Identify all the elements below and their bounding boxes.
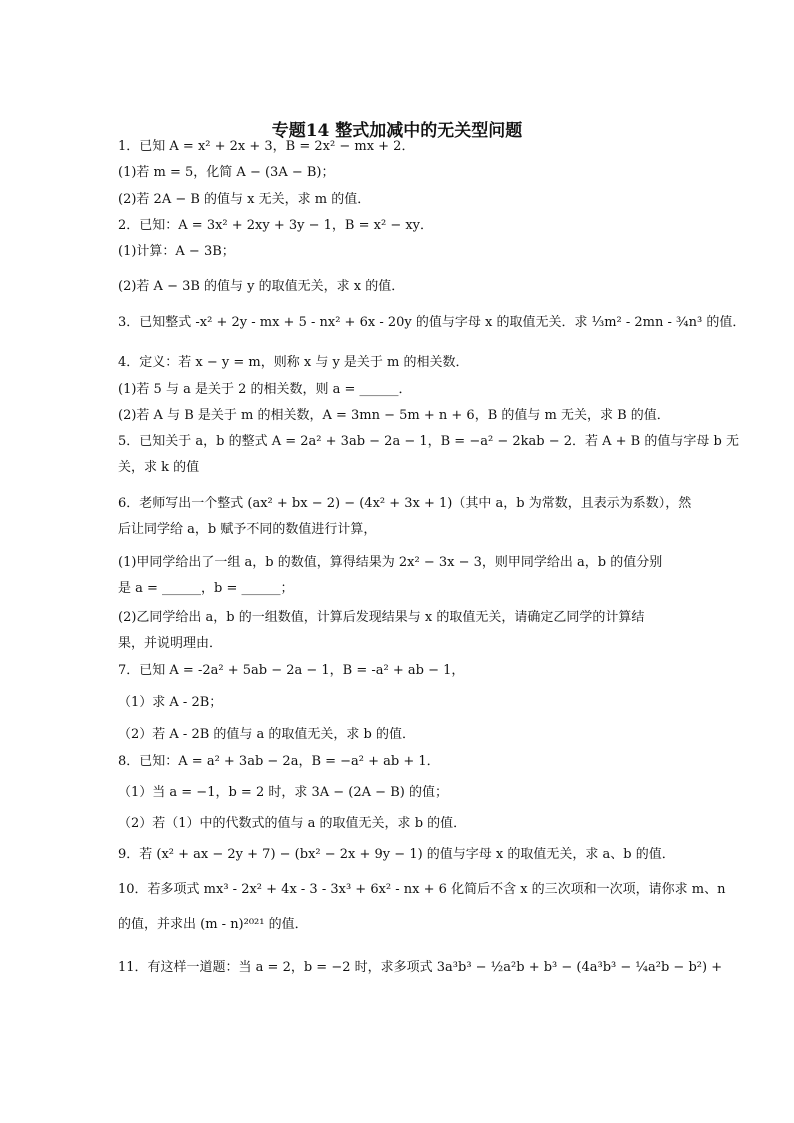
problem-1-part-2: (2)若 2A − B 的值与 x 无关，求 m 的值．: [118, 192, 371, 207]
problem-2-stem: 2．已知：A = 3x² + 2xy + 3y − 1，B = x² − xy．: [118, 218, 434, 233]
problem-7-part-1: （1）求 A - 2B；: [118, 695, 223, 710]
problem-6-part-1-cont: 是 a = ______，b = ______；: [118, 581, 294, 596]
problem-8-part-2: （2）若（1）中的代数式的值与 a 的取值无关，求 b 的值．: [118, 816, 467, 831]
problem-1-part-1: (1)若 m = 5，化简 A − (3A − B)；: [118, 165, 335, 180]
problem-9-stem: 9．若 (x² + ax − 2y + 7) − (bx² − 2x + 9y − 1) 的值与字母 x 的取值无关，求 a、b 的值．: [118, 847, 675, 862]
problem-2-part-2: (2)若 A − 3B 的值与 y 的取值无关，求 x 的值．: [118, 279, 405, 294]
problem-8-part-1: （1）当 a = −1，b = 2 时，求 3A − (2A − B) 的值；: [118, 785, 448, 800]
problem-4-part-2: (2)若 A 与 B 是关于 m 的相关数，A = 3mn − 5m + n + 6，B 的值与 m 无关，求 B 的值．: [118, 408, 670, 423]
problem-11-stem: 11．有这样一道题：当 a = 2，b = −2 时，求多项式 3a³b³ − ½a²b + b³ − (4a³b³ − ¼a²b − b²) +: [118, 960, 723, 975]
problem-4-stem: 4．定义：若 x − y = m，则称 x 与 y 是关于 m 的相关数．: [118, 355, 469, 370]
problem-7-part-2: （2）若 A - 2B 的值与 a 的取值无关，求 b 的值．: [118, 727, 416, 742]
problem-3-stem: 3．已知整式 -x² + 2y - mx + 5 - nx² + 6x - 20y 的值与字母 x 的取值无关．求 ⅓m² - 2mn - ¾n³ 的值．: [118, 315, 746, 330]
problem-6-stem-cont: 后让同学给 a，b 赋予不同的数值进行计算，: [118, 522, 377, 537]
page-title: 专题14 整式加减中的无关型问题: [271, 121, 523, 141]
problem-10-stem: 10．若多项式 mx³ - 2x² + 4x - 3 - 3x³ + 6x² - nx + 6 化简后不含 x 的三次项和一次项，请你求 m、n: [118, 882, 726, 897]
problem-1-stem: 1．已知 A = x² + 2x + 3，B = 2x² − mx + 2．: [118, 139, 415, 154]
problem-10-stem-cont: 的值，并求出 (m - n)²⁰²¹ 的值．: [118, 917, 308, 932]
problem-5-stem-cont: 关，求 k 的值: [118, 460, 200, 475]
problem-8-stem: 8．已知：A = a² + 3ab − 2a，B = −a² + ab + 1．: [118, 754, 440, 769]
problem-2-part-1: (1)计算：A − 3B；: [118, 244, 235, 259]
problem-4-part-1: (1)若 5 与 a 是关于 2 的相关数，则 a = ______．: [118, 382, 412, 397]
problem-6-part-1: (1)甲同学给出了一组 a，b 的数值，算得结果为 2x² − 3x − 3，则甲同学给出 a，b 的值分别: [118, 555, 663, 570]
problem-7-stem: 7．已知 A = -2a² + 5ab − 2a − 1，B = -a² + ab − 1，: [118, 663, 465, 678]
problem-6-stem: 6．老师写出一个整式 (ax² + bx − 2) − (4x² + 3x + 1)（其中 a，b 为常数，且表示为系数），然: [118, 496, 692, 511]
problem-5-stem: 5．已知关于 a，b 的整式 A = 2a² + 3ab − 2a − 1，B = −a² − 2kab − 2．若 A + B 的值与字母 b 无: [118, 434, 739, 449]
problem-6-part-2: (2)乙同学给出 a，b 的一组数值，计算后发现结果与 x 的取值无关，请确定乙同学的计算结: [118, 610, 645, 625]
problem-6-part-2-cont: 果，并说明理由．: [118, 636, 223, 651]
